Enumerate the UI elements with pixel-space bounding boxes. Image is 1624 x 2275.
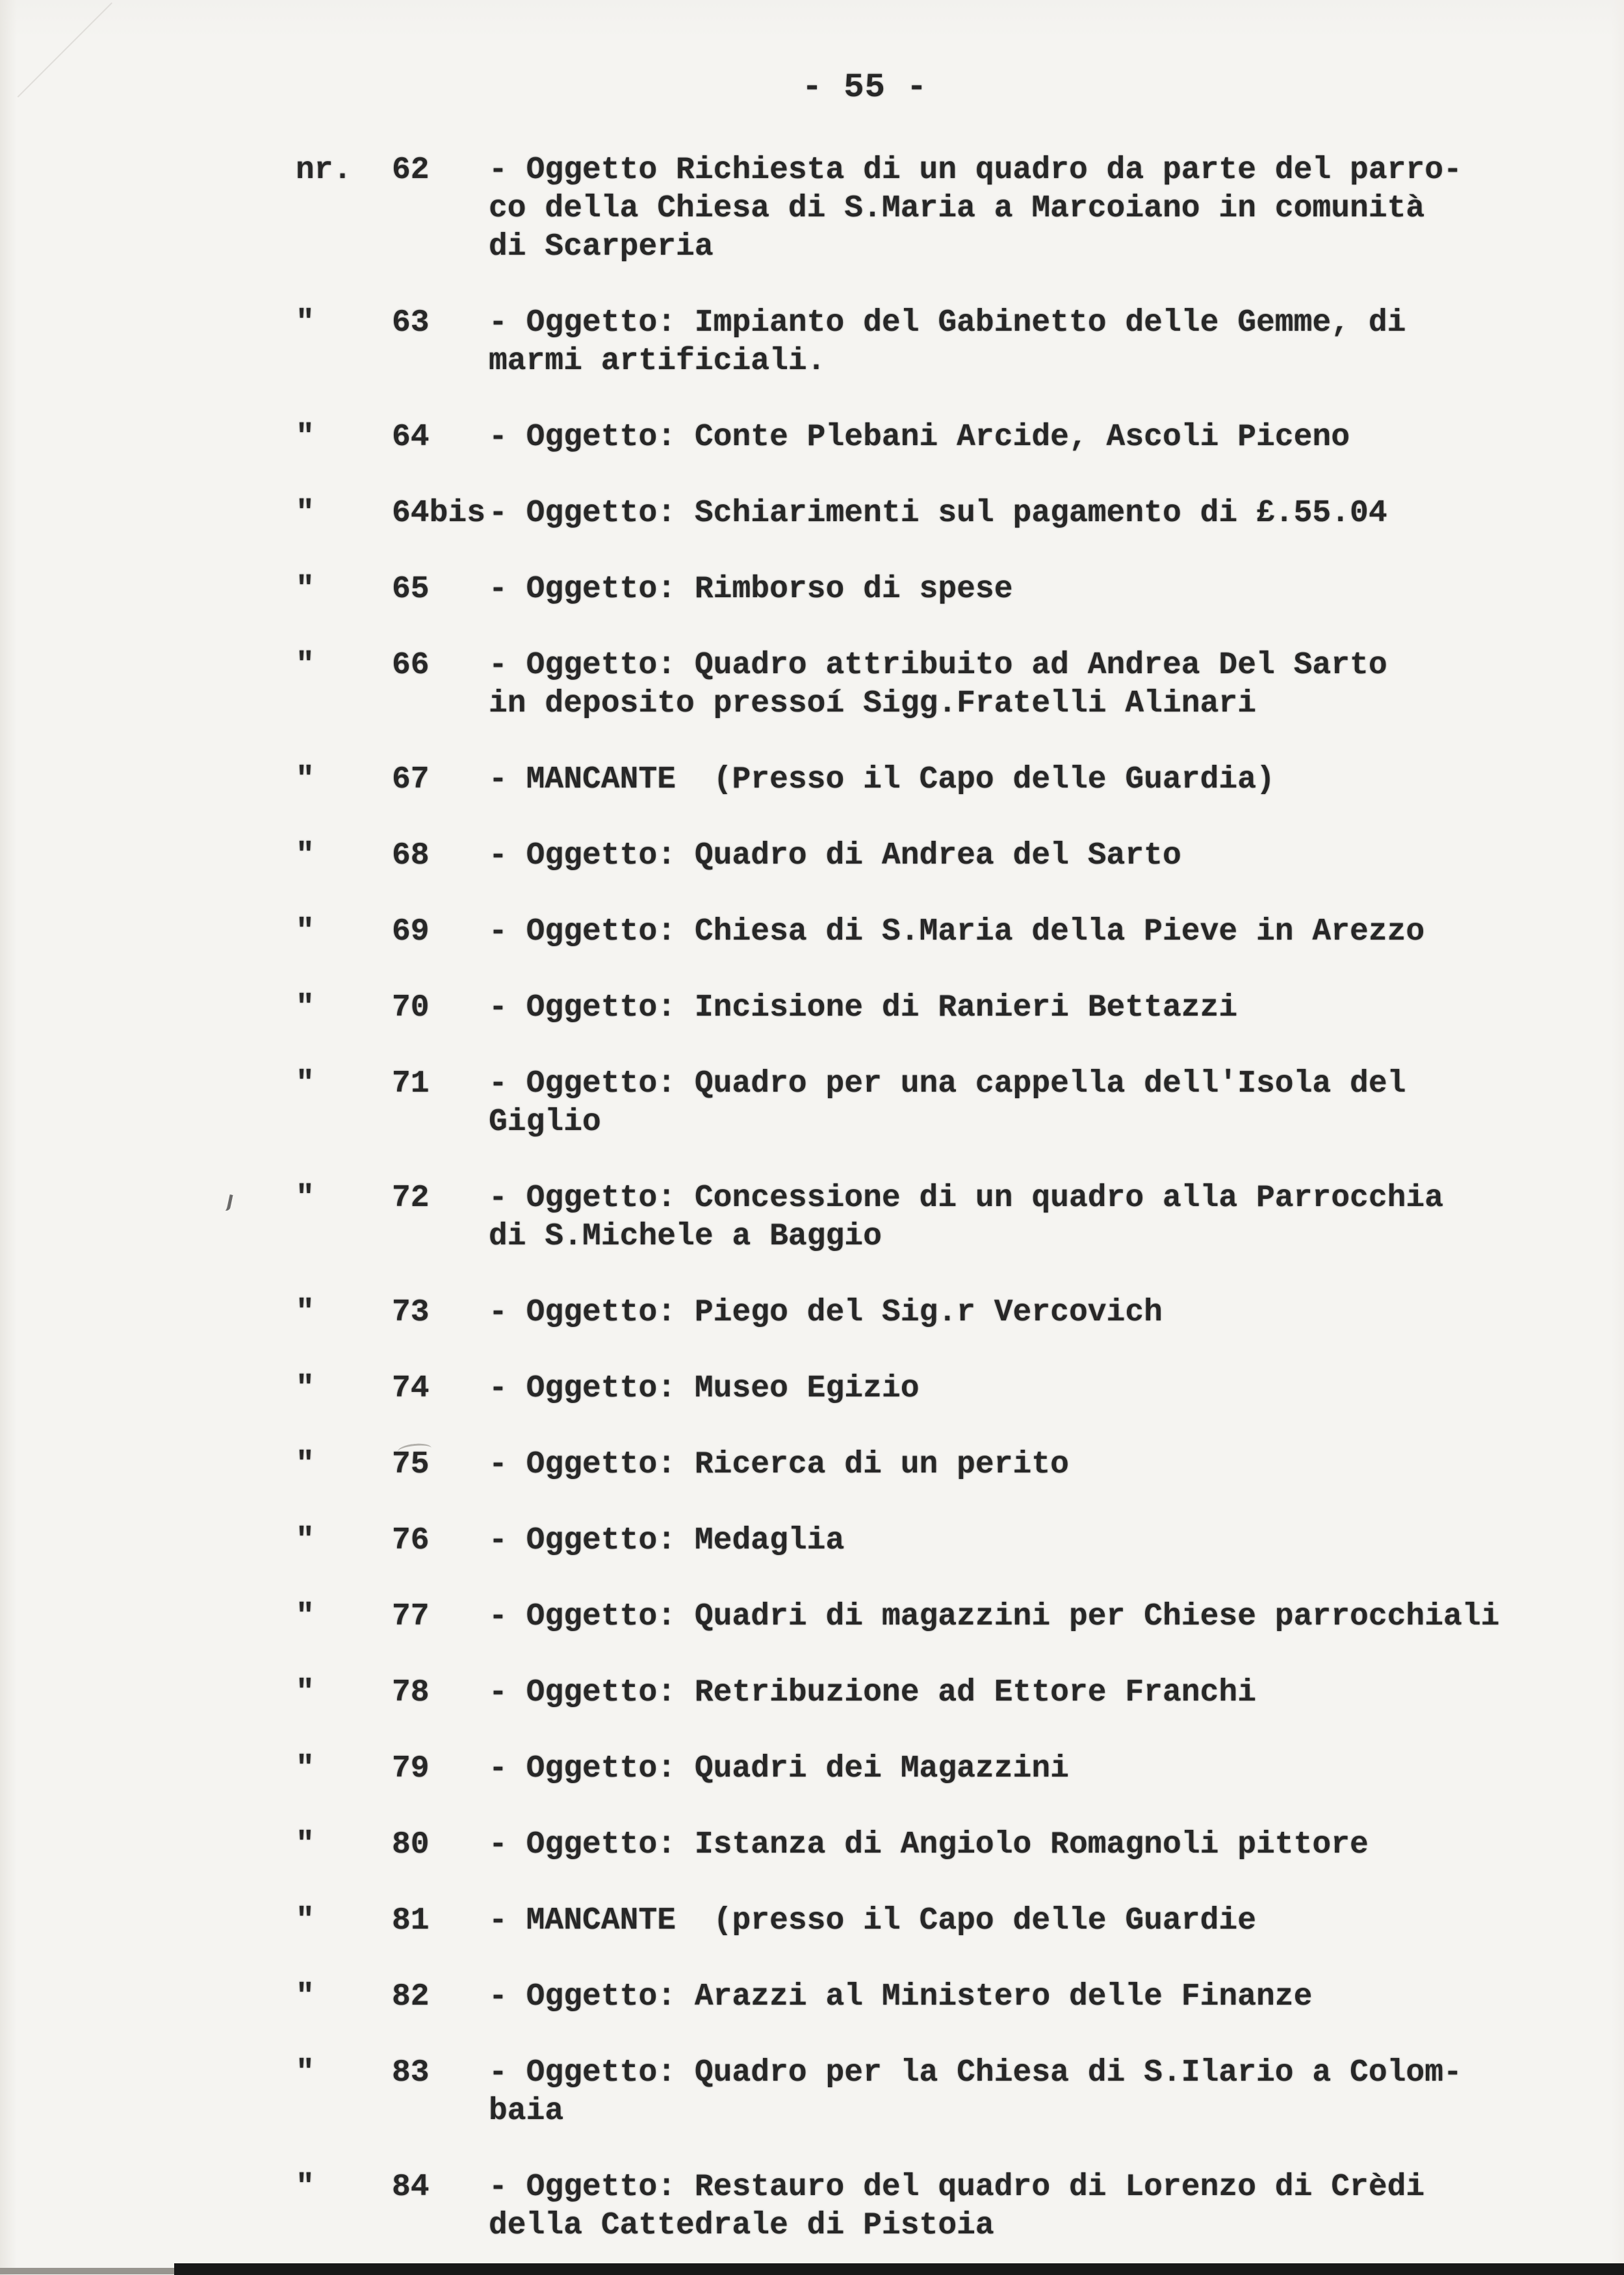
entry-label: nr. [296, 153, 352, 188]
entry-text [489, 1674, 1598, 1712]
entry-number: 74 [392, 1371, 430, 1406]
entry-number: 66 [392, 648, 430, 683]
scan-crease [18, 3, 112, 97]
entry-number: 76 [392, 1523, 430, 1558]
entry-row [296, 1446, 1598, 1484]
entry-row [296, 1826, 1598, 1864]
entry-label: " [296, 1751, 315, 1786]
entry-label: " [296, 1599, 315, 1634]
entry-number: 71 [392, 1066, 430, 1101]
entry-text-line: - Oggetto: Quadri di magazzini per Chiese parrocchiali [489, 1599, 1500, 1634]
entry-row [296, 495, 1598, 533]
entry-row [296, 1294, 1598, 1332]
entry-number: 62 [392, 153, 430, 188]
entry-text-line: - Oggetto: Concessione di un quadro alla Parrocchia [489, 1181, 1444, 1216]
entry-row [296, 2168, 1598, 2245]
entry-text-line: - Oggetto: Quadro di Andrea del Sarto [489, 838, 1181, 873]
entry-text [489, 1294, 1598, 1332]
entry-text-line: - Oggetto: Istanza di Angiolo Romagnoli pittore [489, 1827, 1369, 1862]
entry-text-line: della Cattedrale di Pistoia [489, 2208, 994, 2243]
entry-text-line: - Oggetto: Chiesa di S.Maria della Pieve in Arezzo [489, 914, 1425, 949]
entry-label: " [296, 2170, 315, 2205]
entry-text [489, 304, 1598, 381]
entry-number: 69 [392, 914, 430, 949]
entry-text-line: - Oggetto: Museo Egizio [489, 1371, 920, 1406]
entry-label: " [296, 838, 315, 873]
entry-row [296, 1179, 1598, 1256]
entry-text-line: - Oggetto Richiesta di un quadro da parte del parro- [489, 153, 1462, 188]
entry-number: 78 [392, 1675, 430, 1710]
entry-text [489, 495, 1598, 533]
entry-number: 84 [392, 2170, 430, 2205]
entry-text [489, 1750, 1598, 1788]
entry-text-line: - MANCANTE (presso il Capo delle Guardie [489, 1903, 1256, 1938]
entry-label: " [296, 305, 315, 341]
entry-row [296, 418, 1598, 457]
entry-number: 73 [392, 1295, 430, 1330]
entry-text-line: marmi artificiali. [489, 344, 826, 379]
entry-text-line: - Oggetto: Arazzi al Ministero delle Finanze [489, 1979, 1313, 2014]
entry-text [489, 2168, 1598, 2245]
entry-row [296, 1750, 1598, 1788]
entry-text [489, 913, 1598, 951]
entry-text [489, 151, 1598, 266]
entry-text-line: co della Chiesa di S.Maria a Marcoiano in comunità [489, 191, 1425, 226]
entry-text [489, 1902, 1598, 1940]
entry-text-line: - Oggetto: Ricerca di un perito [489, 1447, 1069, 1482]
entry-label: " [296, 648, 315, 683]
entry-text [489, 837, 1598, 875]
entry-row [296, 1370, 1598, 1408]
entry-text [489, 1978, 1598, 2016]
entry-label: " [296, 496, 315, 531]
entry-label: " [296, 1066, 315, 1101]
entry-row [296, 913, 1598, 951]
entry-text-line: - Oggetto: Retribuzione ad Ettore Franchi [489, 1675, 1256, 1710]
entry-number: 75 [392, 1447, 430, 1482]
entry-text [489, 1370, 1598, 1408]
entry-label: " [296, 420, 315, 455]
entry-text-line: - Oggetto: Restauro del quadro di Lorenzo di Crèdi [489, 2170, 1425, 2205]
entry-number: 82 [392, 1979, 430, 2014]
entry-number: 64bis [392, 496, 486, 531]
entry-text [489, 1522, 1598, 1560]
entry-row [296, 837, 1598, 875]
entry-text-line: - MANCANTE (Presso il Capo delle Guardia) [489, 762, 1275, 797]
scan-bottom-edge [174, 2263, 1624, 2275]
entry-text [489, 571, 1598, 609]
entry-number: 64 [392, 420, 430, 455]
entry-row [296, 1978, 1598, 2016]
entry-text-line: - Oggetto: Schiarimenti sul pagamento di £.55.04 [489, 496, 1387, 531]
entry-text-line: - Oggetto: Rimborso di spese [489, 572, 1013, 607]
entry-row [296, 1065, 1598, 1142]
entry-number: 70 [392, 990, 430, 1025]
entry-number: 65 [392, 572, 430, 607]
entry-row [296, 1598, 1598, 1636]
entry-text-line: - Oggetto: Quadro attribuito ad Andrea Del Sarto [489, 648, 1387, 683]
entry-text [489, 2054, 1598, 2131]
entry-text [489, 418, 1598, 457]
entry-label: " [296, 1523, 315, 1558]
entry-number: 68 [392, 838, 430, 873]
entry-row [296, 1902, 1598, 1940]
entry-row [296, 151, 1598, 266]
entry-label: " [296, 1827, 315, 1862]
entry-text [489, 1598, 1598, 1636]
entry-text-line: - Oggetto: Quadro per una cappella dell'Isola del [489, 1066, 1406, 1101]
entry-label: " [296, 914, 315, 949]
entry-row [296, 304, 1598, 381]
entry-row [296, 647, 1598, 723]
entry-label: " [296, 1979, 315, 2014]
entry-label: " [296, 1447, 315, 1482]
page-number: - 55 - [802, 68, 928, 107]
entry-row [296, 1522, 1598, 1560]
entry-number: 63 [392, 305, 430, 341]
entry-label: " [296, 1371, 315, 1406]
entry-label: " [296, 1181, 315, 1216]
entry-text-line: in deposito pressoí Sigg.Fratelli Alinari [489, 686, 1256, 721]
entry-number: 67 [392, 762, 430, 797]
entry-text [489, 1179, 1598, 1256]
entry-text-line: baia [489, 2094, 564, 2129]
entry-text-line: - Oggetto: Conte Plebani Arcide, Ascoli Piceno [489, 420, 1350, 455]
entry-text-line: - Oggetto: Incisione di Ranieri Bettazzi [489, 990, 1238, 1025]
entry-label: " [296, 572, 315, 607]
entry-number: 72 [392, 1181, 430, 1216]
entry-text [489, 1065, 1598, 1142]
entry-text [489, 1826, 1598, 1864]
entry-row [296, 989, 1598, 1027]
entry-text-line: di S.Michele a Baggio [489, 1219, 882, 1254]
entry-label: " [296, 990, 315, 1025]
entry-text [489, 761, 1598, 799]
entry-number: 77 [392, 1599, 430, 1634]
scan-bottom-edge-light [0, 2268, 174, 2274]
entry-row [296, 1674, 1598, 1712]
entry-row [296, 761, 1598, 799]
entry-label: " [296, 1295, 315, 1330]
entry-text-line: - Oggetto: Quadri dei Magazzini [489, 1751, 1069, 1786]
entry-text [489, 1446, 1598, 1484]
entry-row [296, 571, 1598, 609]
entry-text-line: - Oggetto: Piego del Sig.r Vercovich [489, 1295, 1163, 1330]
entry-label: " [296, 1903, 315, 1938]
entry-text [489, 647, 1598, 723]
entry-text-line: Giglio [489, 1105, 601, 1140]
entry-text-line: - Oggetto: Medaglia [489, 1523, 845, 1558]
entry-number: 81 [392, 1903, 430, 1938]
entry-number: 80 [392, 1827, 430, 1862]
entry-text-line: di Scarperia [489, 229, 714, 264]
entry-label: " [296, 762, 315, 797]
entry-text-line: - Oggetto: Quadro per la Chiesa di S.Ilario a Colom- [489, 2055, 1462, 2090]
entry-text [489, 989, 1598, 1027]
entry-number: 79 [392, 1751, 430, 1786]
entry-text-line: - Oggetto: Impianto del Gabinetto delle Gemme, di [489, 305, 1406, 341]
entry-label: " [296, 2055, 315, 2090]
scan-speck [225, 1194, 233, 1212]
entry-row [296, 2054, 1598, 2131]
entry-label: " [296, 1675, 315, 1710]
entry-number: 83 [392, 2055, 430, 2090]
